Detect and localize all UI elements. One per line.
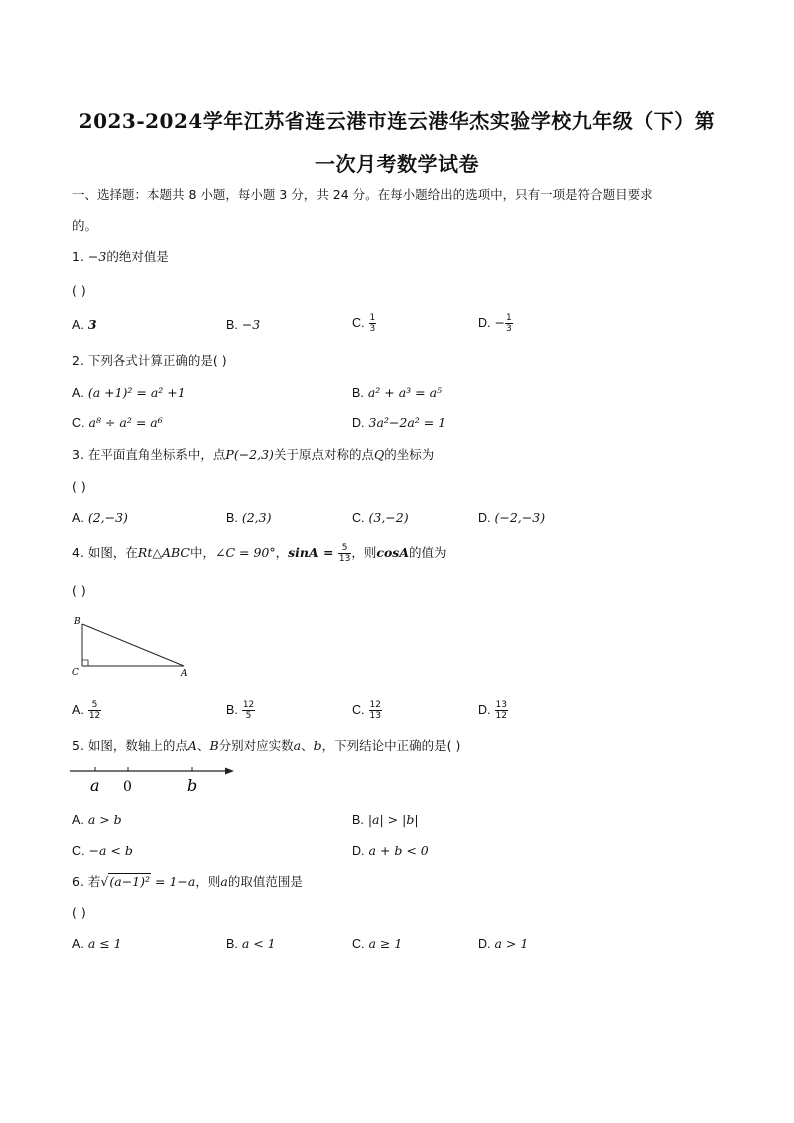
q3-option-c: C. (3,−2) xyxy=(352,510,409,525)
label-b: b xyxy=(187,776,198,795)
q4-option-c: C. $\frac{12}{13}$ xyxy=(352,700,381,721)
question-6-stem: 6. 若√(a−1)² = 1−a，则a的取值范围是 xyxy=(72,874,303,889)
q6-option-d: D. a > 1 xyxy=(478,936,529,951)
q2-option-a: A. (a +1)² = a² +1 xyxy=(72,385,186,400)
vertex-label-a: A xyxy=(181,669,188,679)
number-line-figure xyxy=(66,762,238,798)
q1-option-b: B. −3 xyxy=(226,317,261,332)
question-2-stem: 2. 下列各式计算正确的是( ) xyxy=(72,353,227,368)
question-1-paren: ( ) xyxy=(72,283,86,298)
q5-option-b: B. |a| > |b| xyxy=(352,812,419,827)
q5-option-d: D. a + b < 0 xyxy=(352,843,429,858)
vertex-label-c: C xyxy=(72,668,79,678)
question-6-paren: ( ) xyxy=(72,905,86,920)
q2-option-b: B. a² + a³ = a⁵ xyxy=(352,385,443,400)
q4-option-d: D. $\frac{13}{12}$ xyxy=(478,700,507,721)
label-a: a xyxy=(90,776,100,795)
q5-option-c: C. −a < b xyxy=(72,843,133,858)
section-heading-line1: 一、选择题：本题共 8 小题，每小题 3 分，共 24 分。在每小题给出的选项中，只有一项是符合题目要求 xyxy=(72,187,653,202)
page-title-line1: 2023-2024学年江苏省连云港市连云港华杰实验学校九年级（下）第 xyxy=(78,109,716,133)
q1-option-c: C. $\frac{1}{3}$ xyxy=(352,313,376,334)
right-angle-mark xyxy=(82,660,88,666)
question-4-paren: ( ) xyxy=(72,583,86,598)
vertex-label-b: B xyxy=(74,617,81,627)
q6-option-a: A. a ≤ 1 xyxy=(72,936,122,951)
q1-option-a: A. 3 xyxy=(72,317,97,332)
q2-option-d: D. 3a²−2a² = 1 xyxy=(352,415,447,430)
page-title-line2: 一次月考数学试卷 xyxy=(315,152,479,176)
q3-option-a: A. (2,−3) xyxy=(72,510,128,525)
q4-option-b: B. $\frac{12}{5}$ xyxy=(226,700,255,721)
right-triangle-figure xyxy=(68,612,198,682)
q5-option-a: A. a > b xyxy=(72,812,122,827)
question-5-stem: 5. 如图，数轴上的点A、B分别对应实数a、b，下列结论中正确的是( ) xyxy=(72,738,461,753)
question-3-paren: ( ) xyxy=(72,479,86,494)
q6-option-b: B. a < 1 xyxy=(226,936,276,951)
label-zero: 0 xyxy=(123,779,132,795)
question-3-stem: 3. 在平面直角坐标系中，点P(−2,3)关于原点对称的点Q的坐标为 xyxy=(72,447,435,462)
q4-option-a: A. $\frac{5}{12}$ xyxy=(72,700,101,721)
q3-option-d: D. (−2,−3) xyxy=(478,510,546,525)
q6-option-c: C. a ≥ 1 xyxy=(352,936,403,951)
q3-option-b: B. (2,3) xyxy=(226,510,272,525)
q1-option-d: D. − $\frac{1}{3}$ xyxy=(478,313,512,334)
number-line-arrow-icon xyxy=(225,768,234,775)
q2-option-c: C. a⁸ ÷ a² = a⁶ xyxy=(72,415,163,430)
question-1-stem: 1. −3的绝对值是 xyxy=(72,249,169,264)
triangle-side-ba xyxy=(82,624,184,666)
section-heading-line2: 的。 xyxy=(72,218,98,233)
question-4-stem: 4. 如图，在Rt△ABC中，∠C = 90°，sinA = $\frac{5}{13}$ ，则cosA的值为 xyxy=(72,543,447,564)
sqrt-icon: √ xyxy=(100,874,109,889)
